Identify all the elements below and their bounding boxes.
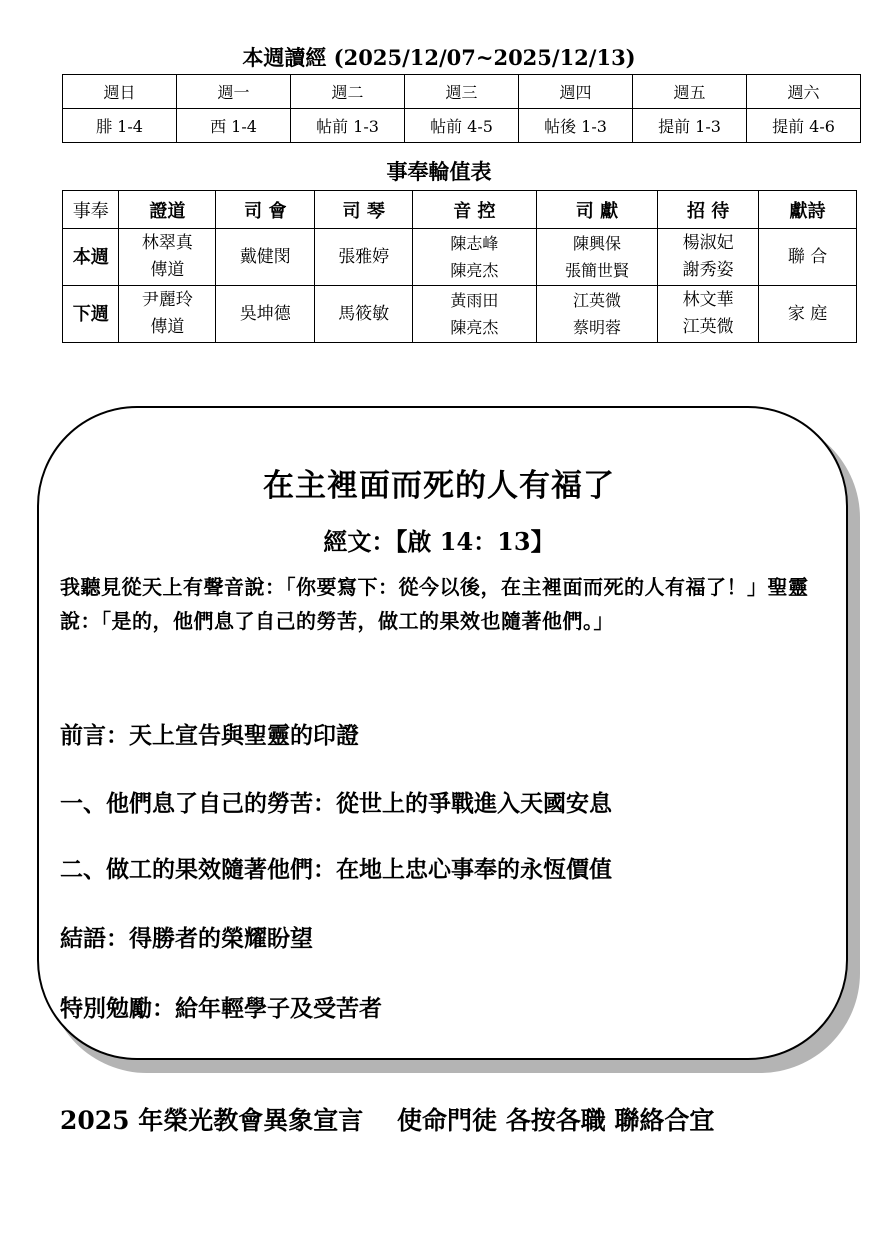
day-wed: 週三 — [405, 75, 519, 109]
header-choir: 獻詩 — [759, 191, 857, 229]
pianist-cell: 張雅婷 — [315, 229, 413, 286]
duty-roster-table — [62, 190, 857, 343]
offering-name: 蔡明蓉 — [572, 318, 621, 337]
day-fri: 週五 — [633, 75, 747, 109]
duty-roster-title: 事奉輪值表 — [386, 159, 492, 184]
ushers-cell — [658, 229, 759, 286]
sound-name: 黃雨田 — [450, 291, 499, 310]
preacher-cell — [119, 229, 216, 286]
choir-cell: 家 庭 — [759, 286, 857, 343]
reading-passages-row — [63, 109, 861, 143]
ushers-cell — [658, 286, 759, 343]
duty-header-row — [63, 191, 857, 229]
preacher-name: 林翠真 — [141, 233, 193, 253]
header-host: 司 會 — [216, 191, 315, 229]
header-sound: 音 控 — [413, 191, 537, 229]
duty-row-this-week — [63, 229, 857, 286]
day-sun: 週日 — [63, 75, 177, 109]
header-service: 事奉 — [63, 191, 119, 229]
sound-cell — [413, 229, 537, 286]
reading-title: 本週讀經 (2025/12/07~2025/12/13) — [242, 45, 636, 70]
scripture-verse: 我聽見從天上有聲音說：「你要寫下：從今以後，在主裡面而死的人有福了！」聖靈說：「是的，他們息了自己的勞苦，做工的果效也隨著他們。」 — [60, 575, 809, 633]
usher-name: 謝秀姿 — [682, 260, 734, 280]
host-cell: 吳坤德 — [216, 286, 315, 343]
sound-name: 陳亮杰 — [450, 261, 499, 280]
passage-mon: 西 1-4 — [177, 109, 291, 143]
row-label: 本週 — [63, 229, 119, 286]
sound-cell — [413, 286, 537, 343]
vision-statement: 2025 年榮光教會異象宣言 使命門徒 各按各職 聯絡合宜 — [60, 1106, 715, 1135]
sermon-title: 在主裡面而死的人有福了 — [263, 468, 615, 504]
day-tue: 週二 — [291, 75, 405, 109]
choir-cell: 聯 合 — [759, 229, 857, 286]
preacher-cell — [119, 286, 216, 343]
header-preacher: 證道 — [119, 191, 216, 229]
row-label: 下週 — [63, 286, 119, 343]
usher-name: 林文華 — [682, 290, 734, 310]
passage-fri: 提前 1-3 — [633, 109, 747, 143]
scripture-reference: 經文：【啟 14：13】 — [323, 527, 555, 556]
sound-name: 陳志峰 — [450, 234, 499, 253]
header-ushers: 招 待 — [658, 191, 759, 229]
passage-thu: 帖後 1-3 — [519, 109, 633, 143]
sermon-point-one: 一、他們息了自己的勞苦：從世上的爭戰進入天國安息 — [60, 790, 612, 817]
reading-schedule-table — [62, 74, 861, 143]
pianist-cell: 馬筱敏 — [315, 286, 413, 343]
preacher-title: 傳道 — [150, 317, 185, 337]
passage-sun: 腓 1-4 — [63, 109, 177, 143]
day-mon: 週一 — [177, 75, 291, 109]
reading-days-row — [63, 75, 861, 109]
sound-name: 陳亮杰 — [450, 318, 499, 337]
offering-name: 張簡世賢 — [564, 261, 629, 280]
sermon-point-conclusion: 結語：得勝者的榮耀盼望 — [60, 925, 313, 952]
sermon-point-intro: 前言：天上宣告與聖靈的印證 — [60, 722, 359, 749]
day-sat: 週六 — [747, 75, 861, 109]
preacher-title: 傳道 — [150, 260, 185, 280]
header-offering: 司 獻 — [536, 191, 658, 229]
header-pianist: 司 琴 — [315, 191, 413, 229]
usher-name: 江英微 — [682, 317, 734, 337]
day-thu: 週四 — [519, 75, 633, 109]
host-cell: 戴健閔 — [216, 229, 315, 286]
sermon-point-two: 二、做工的果效隨著他們：在地上忠心事奉的永恆價值 — [60, 856, 612, 883]
offering-name: 陳興保 — [572, 234, 621, 253]
passage-sat: 提前 4-6 — [747, 109, 861, 143]
duty-row-next-week — [63, 286, 857, 343]
usher-name: 楊淑妃 — [682, 233, 734, 253]
passage-tue: 帖前 1-3 — [291, 109, 405, 143]
sermon-point-encouragement: 特別勉勵：給年輕學子及受苦者 — [60, 995, 382, 1022]
offering-cell — [536, 229, 658, 286]
passage-wed: 帖前 4-5 — [405, 109, 519, 143]
preacher-name: 尹麗玲 — [141, 290, 193, 310]
offering-cell — [536, 286, 658, 343]
offering-name: 江英微 — [572, 291, 621, 310]
